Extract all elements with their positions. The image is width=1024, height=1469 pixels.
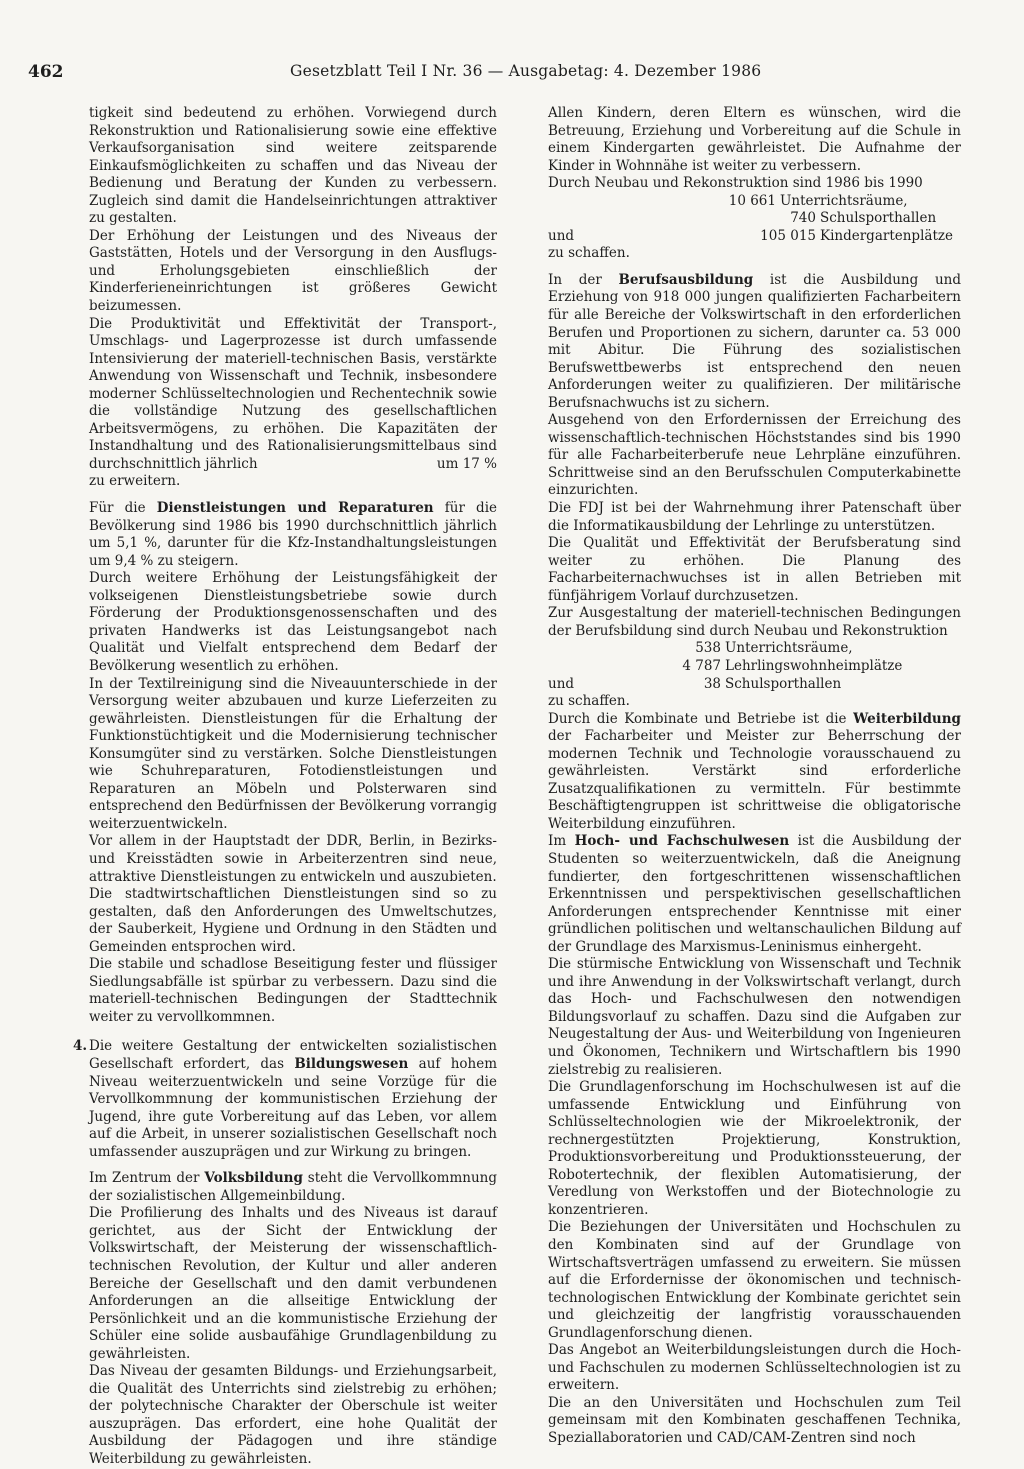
figure-number: 740 [790,210,816,227]
paragraph: Die stadtwirtschaftlichen Dienstleistungen sind so zu gestalten, daß den Anforderungen des Umweltschutzes, der Sauberkeit, Hygiene und Ordnung in den Städten und Gemeinden entsprochen wird. [89,886,497,955]
figure-row [548,228,961,246]
paragraph-text: Im Zentrum der [89,1170,205,1187]
figure-number: 10 661 [728,192,776,209]
paragraph-text: der Facharbeiter und Meister zur Beherrschung der modernen Technik und Technologie vorausschauend zu gewährleisten. Verstärkt sind erforderliche Zusatzqualifikationen zu vermitteln. Für bestimmte Beschäftigtengruppen ist schrittweise die obligatorische Weiterbildung einzuführen. [548,728,961,832]
paragraph: Zur Ausgestaltung der materiell-technischen Bedingungen der Berufsbildung sind durch Neubau und Rekonstruktion [548,605,961,639]
paragraph: Die stabile und schadlose Beseitigung fester und flüssiger Siedlungsabfälle ist spürbar zu verbessern. Dazu sind die materiell-technischen Bedingungen der Stadttechnik weiter zu vervollkommnen. [89,956,497,1025]
paragraph-text: steht die Vervollkommnung der sozialistischen Allgemeinbildung. [89,1170,498,1204]
figure-number: 38 [703,675,721,692]
figure-number: 105 015 [760,227,816,244]
paragraph: Vor allem in der Hauptstadt der DDR, Berlin, in Bezirks- und Kreisstädten sowie in Arbeiterzentren sind neue, attraktive Dienstleistungen zu entwickeln und auszubieten. [89,833,497,885]
bold-term: Weiterbildung [853,710,961,727]
paragraph: zu erweitern. [89,473,181,490]
running-head: Gesetzblatt Teil I Nr. 36 — Ausgabetag: 4. Dezember 1986 [290,62,762,80]
paragraph-text: Die Produktivität und Effektivität der Transport-, Umschlags- und Lagerprozesse ist durch umfassende Intensivierung der materiell-technischen Basis, verstärkte Anwendung von Wissenschaft und Technik, insbesondere moderner Schlüsseltechnologien und Rechentechnik sowie die vollständige Nutzung des gesellschaftlichen Arbeitsvermögens, zu erhöhen. Die Kapazitäten der Instandhaltung und des Rationalisierungsmittelbaus sind durchschnittlich jährlich [89,315,497,472]
bold-term: Hoch- und Fachschulwesen [574,833,790,850]
conjunction: und [548,675,575,692]
percent-value: um 17 % [436,455,497,472]
bold-term: Berufsausbildung [618,271,754,288]
figures-list-schools [548,193,961,246]
paragraph: tigkeit sind bedeutend zu erhöhen. Vorwiegend durch Rekonstruktion und Rationalisierung sowie eine effektive Verkaufsorganisation sind weitere zeitsparende Einkaufsmöglichkeiten zu schaffen und das Niveau der Bedienung und Beratung der Kunden zu verbessern. Zugleich sind damit die Handelseinrichtungen attraktiver zu gestalten. [89,105,497,227]
page-header [28,62,1008,88]
paragraph [89,1170,497,1205]
paragraph-text: auf hohem Niveau weiterzuentwickeln und seine Vorzüge für die Vervollkommnung der kommunistischen Erziehung der Jugend, ihre gute Vorbereitung auf das Leben, vor allem auf die Arbeit, in unserer sozialistischen Gesellschaft noch umfassender auszuprägen und zur Wirkung zu bringen. [89,1055,497,1160]
bold-term: Dienstleistungen und Reparaturen [156,500,434,517]
bold-term: Bildungswesen [294,1055,409,1072]
figure-number: 4 787 [682,657,721,674]
paragraph-text: Durch die Kombinate und Betriebe ist die [548,710,854,727]
figure-label: Schulsporthallen [725,675,842,692]
paragraph-text: In der [548,271,619,288]
numbered-item [73,1038,497,1161]
paragraph [89,500,497,570]
bold-term: Volksbildung [204,1170,303,1187]
figures-list-vocational [548,640,961,693]
right-column [548,105,961,1448]
paragraph [89,316,497,474]
paragraph-text: für die Bevölkerung sind 1986 bis 1990 durchschnittlich jährlich um 5,1 %, darunter für die Kfz-Instandhaltungsleistungen um 9,4 % zu steigern. [89,500,497,569]
paragraph: In der Textilreinigung sind die Niveauunterschiede in der Versorgung weiter abzubauen und kurze Lieferzeiten zu gewährleisten. Dienstleistungen für die Erhaltung der Funktionstüchtigkeit und die Modernisierung technischer Konsumgüter sind zu verstärken. Solche Dienstleistungen wie Schuhreparaturen, Fotodienstleistungen und Reparaturen an Möbeln und Polsterwaren sind entsprechend den Bedürfnissen der Bevölkerung vorrangig weiterzuentwickeln. [89,675,497,832]
paragraph-text: ist die Ausbildung der Studenten so weiterzuentwickeln, daß die Aneignung fundierter, den fortgeschrittenen wissenschaftlichen Erkenntnissen und perspektivischen gesellschaftlichen Anforderungen entsprechender Kenntnisse mit einer gründlichen politischen und weltanschaulichen Bildung auf der Grundlage des Marxismus-Leninismus einhergeht. [548,833,961,955]
paragraph: zu schaffen. [548,693,630,710]
paragraph: Durch weitere Erhöhung der Leistungsfähigkeit der volkseigenen Dienstleistungsbetriebe sowie durch Förderung der Produktionsgenossenschaften und des privaten Handwerks ist das Leistungsangebot nach Qualität und Vielfalt entsprechend dem Bedarf der Bevölkerung wesentlich zu erhöhen. [89,570,497,674]
figure-number: 538 [695,640,721,657]
paragraph [548,272,961,412]
left-column [73,105,498,1469]
paragraph: Die stürmische Entwicklung von Wissenschaft und Technik und ihre Anwendung in der Volkswirtschaft verlangt, durch das Hoch- und Fachschulwesen den notwendigen Bildungsvorlauf zu schaffen. Dazu sind die Aufgaben zur Neugestaltung der Aus- und Weiterbildung von Ingenieuren und Ökonomen, Technikern und Wirtschaftlern bis 1990 zielstrebig zu realisieren. [548,956,961,1078]
paragraph: Das Angebot an Weiterbildungsleistungen durch die Hoch- und Fachschulen zu modernen Schlüsseltechnologien ist zu erweitern. [548,1342,961,1394]
paragraph-text: Im [548,833,575,850]
paragraph: Allen Kindern, deren Eltern es wünschen, wird die Betreuung, Erziehung und Vorbereitung auf die Schule in einem Kindergarten gewährleistet. Die Aufnahme der Kinder in Wohnnähe ist weiter zu verbessern. [548,105,961,174]
paragraph: zu schaffen. [548,245,630,262]
figure-row [548,193,961,211]
paragraph-text: ist die Ausbildung und Erziehung von 918 000 jungen qualifizierten Facharbeitern für alle Bereiche der Volkswirtschaft in den erforderlichen Berufen und Proportionen zu sichern, darunter ca. 53 000 mit Abitur. Die Führung des sozialistischen Berufswettbewerbs ist entsprechend den neuen Anforderungen weiter zu qualifizieren. Der militärische Berufsnachwuchs ist zu sichern. [548,271,961,411]
paragraph: Ausgehend von den Erfordernissen der Erreichung des wissenschaftlich-technischen Höchststandes sind bis 1990 für alle Facharbeiterberufe neue Lehrpläne einzuführen. Schrittweise sind an den Berufsschulen Computerkabinette einzurichten. [548,412,961,499]
paragraph [548,833,961,956]
paragraph [548,711,961,834]
page-number: 462 [28,62,64,82]
figure-label: Unterrichtsräume, [725,640,853,657]
paragraph: Die FDJ ist bei der Wahrnehmung ihrer Patenschaft über die Informatikausbildung der Lehrlinge zu unterstützen. [548,500,961,534]
figure-label: Unterrichtsräume, [780,192,908,209]
paragraph: Durch Neubau und Rekonstruktion sind 1986 bis 1990 [548,175,923,192]
figure-label: Lehrlingswohnheimplätze [725,657,903,674]
paragraph: Die Profilierung des Inhalts und des Niveaus ist darauf gerichtet, aus der Sicht der Entwicklung der Volkswirtschaft, der Meisterung der wissenschaftlich-technischen Revolution, der Kultur und aller anderen Bereiche der Gesellschaft und den damit verbundenen Anforderungen an die allseitige Entwicklung der Persönlichkeit und an die kommunistische Erziehung der Schüler eine solide ausbaufähige Grundlagenbildung zu gewährleisten. [89,1205,497,1362]
figure-row [548,676,961,694]
figure-row [548,658,961,676]
paragraph: Die Grundlagenforschung im Hochschulwesen ist auf die umfassende Entwicklung und Einführung von Schlüsseltechnologien wie der Mikroelektronik, der rechnergestützten Projektierung, Konstruktion, Produktionsvorbereitung und Produktionssteuerung, der Robotertechnik, der flexiblen Automatisierung, der Veredlung von Werkstoffen und der Biotechnologie zu konzentrieren. [548,1079,961,1218]
figure-label: Schulsporthallen [820,210,937,227]
figure-row [548,210,961,228]
paragraph: Die Qualität und Effektivität der Berufsberatung sind weiter zu erhöhen. Die Planung des Facharbeiternachwuchses ist in allen Betrieben mit fünfjährigem Vorlauf durchzusetzen. [548,535,961,604]
paragraph: Das Niveau der gesamten Bildungs- und Erziehungsarbeit, die Qualität des Unterrichts sind zielstrebig zu erhöhen; der polytechnische Charakter der Oberschule ist weiter auszuprägen. Das erfordert, eine hohe Qualität der Ausbildung der Pädagogen und ihre ständige Weiterbildung zu gewährleisten. [89,1363,497,1468]
paragraph [89,1038,497,1161]
paragraph-text: Die weitere Gestaltung der entwickelten sozialistischen Gesellschaft erfordert, das [89,1038,497,1072]
figure-row [548,640,961,658]
paragraph: Der Erhöhung der Leistungen und des Niveaus der Gaststätten, Hotels und der Versorgung in den Ausflugs- und Erholungsgebieten einschließlich der Kinderferieneinrichtungen ist größeres Gewicht beizumessen. [89,227,497,315]
conjunction: und [548,227,575,244]
paragraph: Die an den Universitäten und Hochschulen zum Teil gemeinsam mit den Kombinaten geschaffenen Technika, Speziallaboratorien und CAD/CAM-Zentren sind noch [548,1394,961,1447]
paragraph-text: Für die [89,500,157,517]
item-number: 4. [73,1038,88,1055]
figure-label: Kindergartenplätze [820,227,953,244]
paragraph: Die Beziehungen der Universitäten und Hochschulen zu den Kombinaten sind auf der Grundlage von Wirtschaftsverträgen umfassend zu erweitern. Sie müssen auf die Erfordernisse der ökonomischen und technisch-technologischen Entwicklung der Kombinate gerichtet sein und gleichzeitig der langfristig vorausschauenden Grundlagenforschung dienen. [548,1219,961,1341]
